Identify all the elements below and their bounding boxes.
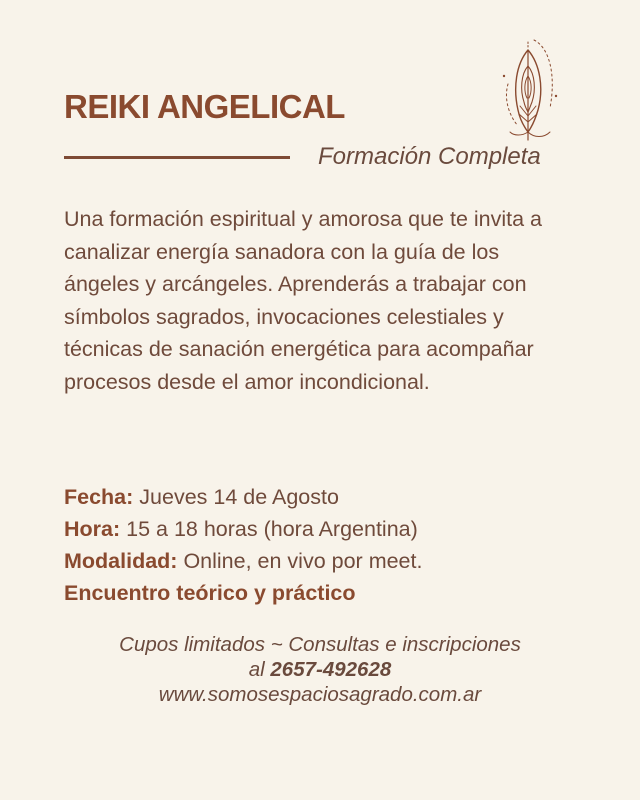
date-value: Jueves 14 de Agosto bbox=[139, 485, 339, 509]
mode-row bbox=[64, 545, 584, 577]
phone-number: 2657-492628 bbox=[270, 658, 392, 681]
website-text: www.somosespaciosagrado.com.ar bbox=[158, 683, 482, 706]
contact-footer bbox=[0, 632, 640, 707]
mode-value: Online, en vivo por meet. bbox=[183, 549, 423, 573]
feather-icon bbox=[498, 36, 562, 144]
description-paragraph: Una formación espiritual y amorosa que te invita a canalizar energía sanadora con la guía de los ángeles y arcángeles. Aprenderás a trabajar con símbolos sagrados, invocaciones celestiales y técnicas de sanación energética para acompañar procesos desde el amor incondicional. bbox=[64, 207, 543, 394]
event-details bbox=[64, 481, 584, 609]
divider-line bbox=[64, 156, 290, 159]
date-label: Fecha: bbox=[64, 485, 134, 509]
availability-text: Cupos limitados ~ Consultas e inscripciones bbox=[119, 633, 521, 656]
phone-line bbox=[0, 657, 640, 682]
time-row bbox=[64, 513, 584, 545]
time-value: 15 a 18 horas (hora Argentina) bbox=[126, 517, 418, 541]
meeting-note: Encuentro teórico y práctico bbox=[64, 581, 356, 605]
date-row bbox=[64, 481, 584, 513]
mode-label: Modalidad: bbox=[64, 549, 178, 573]
subtitle: Formación Completa bbox=[318, 143, 541, 170]
phone-prefix: al bbox=[248, 658, 265, 681]
time-label: Hora: bbox=[64, 517, 121, 541]
page-title: REIKI ANGELICAL bbox=[64, 88, 345, 125]
